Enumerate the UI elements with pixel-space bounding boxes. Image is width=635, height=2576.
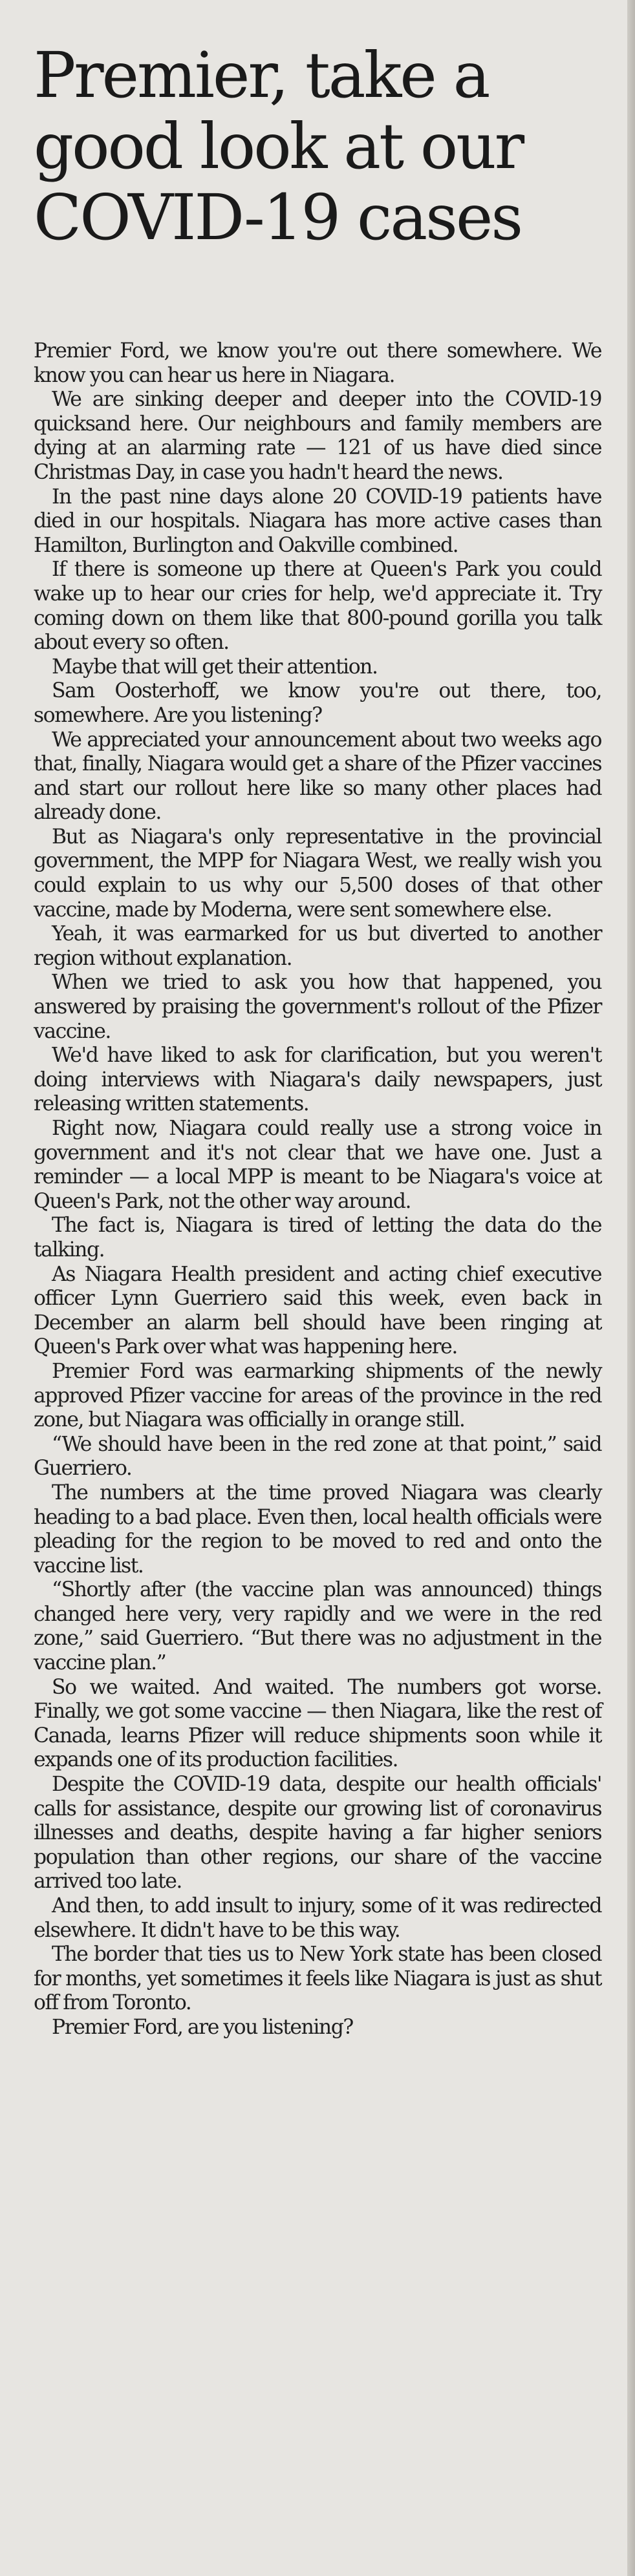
paragraph: Yeah, it was earmarked for us but diverted to another region without explanation. (34, 922, 601, 970)
paragraph: When we tried to ask you how that happened, you answered by praising the government's rollout of the Pfizer vaccine. (34, 971, 601, 1043)
paragraph: Premier Ford was earmarking shipments of the newly approved Pfizer vaccine for areas of the province in the red zone, but Niagara was officially in orange still. (34, 1359, 601, 1432)
paragraph: “Shortly after (the vaccine plan was announced) things changed here very, very rapidly and we were in the red zone,” said Guerriero. “But there was no adjustment in the vaccine plan.” (34, 1578, 601, 1675)
adjacent-column-edge (627, 0, 635, 2576)
paragraph: Maybe that will get their attention. (52, 655, 378, 679)
paragraph: The numbers at the time proved Niagara was clearly heading to a bad place. Even then, local health officials were pleading for the region to be moved to red and onto the vaccine list. (34, 1481, 601, 1578)
paragraph: And then, to add insult to injury, some of it was redirected elsewhere. It didn't have to be this way. (34, 1894, 601, 1942)
paragraph: We are sinking deeper and deeper into the COVID-19 quicksand here. Our neighbours and family members are dying at an alarming rate — 121 of us have died since Christmas Day, in case you hadn't heard the news. (34, 388, 601, 484)
headline-line-1: Premier, take a (34, 39, 489, 112)
paragraph: The border that ties us to New York state has been closed for months, yet sometimes it feels like Niagara is just as shut off from Toronto. (34, 1943, 601, 2015)
headline-line-3: COVID-19 cases (34, 181, 522, 254)
paragraph: Premier Ford, are you listening? (52, 2015, 353, 2039)
paragraph: “We should have been in the red zone at that point,” said Guerriero. (34, 1432, 601, 1481)
headline-line-2: good look at our (34, 110, 523, 183)
paragraph: So we waited. And waited. The numbers got worse. Finally, we got some vaccine — then Niagara, like the rest of Canada, learns Pfizer will reduce shipments soon while it expands one of its production facilities. (34, 1675, 601, 1772)
paragraph: We appreciated your announcement about two weeks ago that, finally, Niagara would get a share of the Pfizer vaccines and start our rollout here like so many other places had already done. (34, 728, 601, 825)
article-body (34, 339, 601, 2040)
paragraph: But as Niagara's only representative in the provincial government, the MPP for Niagara West, we really wish you could explain to us why our 5,500 doses of that other vaccine, made by Moderna, were sent somewhere else. (34, 825, 601, 922)
headline (0, 0, 635, 253)
paragraph: In the past nine days alone 20 COVID-19 patients have died in our hospitals. Niagara has more active cases than Hamilton, Burlington and Oakville combined. (34, 485, 601, 557)
paragraph: We'd have liked to ask for clarification, but you weren't doing interviews with Niagara's daily newspapers, just releasing written statements. (34, 1044, 601, 1116)
paragraph: Sam Oosterhoff, we know you're out there, too, somewhere. Are you listening? (34, 679, 601, 727)
paragraph: Despite the COVID-19 data, despite our health officials' calls for assistance, despite our growing list of coronavirus illnesses and deaths, despite having a far higher seniors population than other regions, our share of the vaccine arrived too late. (34, 1773, 601, 1894)
paragraph: If there is someone up there at Queen's Park you could wake up to hear our cries for help, we'd appreciate it. Try coming down on them like that 800-pound gorilla you talk about every so often. (34, 558, 601, 655)
paragraph: As Niagara Health president and acting chief executive officer Lynn Guerriero said this week, even back in December an alarm bell should have been ringing at Queen's Park over what was happening here. (34, 1262, 601, 1359)
paragraph: The fact is, Niagara is tired of letting the data do the talking. (34, 1214, 601, 1262)
paragraph: Premier Ford, we know you're out there somewhere. We know you can hear us here in Niagara. (34, 339, 601, 387)
paragraph: Right now, Niagara could really use a strong voice in government and it's not clear that we have one. Just a reminder — a local MPP is meant to be Niagara's voice at Queen's Park, not the other way around. (34, 1117, 601, 1213)
